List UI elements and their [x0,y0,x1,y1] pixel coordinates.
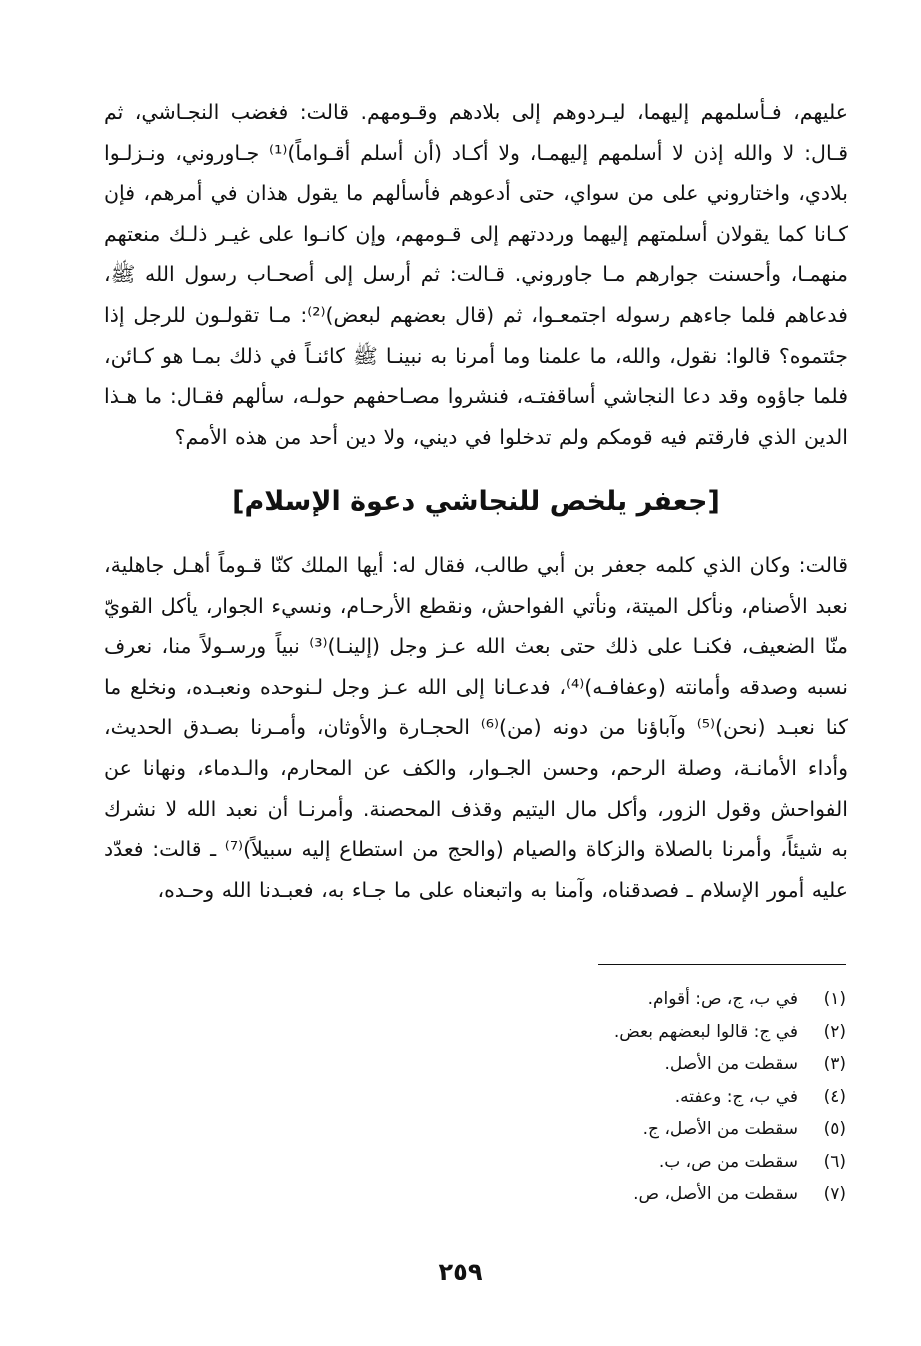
footnote-text: سقطت من ص، ب. [658,1151,798,1172]
body-paragraph-1: عليهم، فـأسلمهم إليهما، ليـردوهم إلى بلادهم وقـومهم. قالت: فغضب النجـاشي، ثم قـال: لا والله إذن لا أسلمهم إليهمـا، ولا أكـاد (أن أسلم أقـواماً)⁽¹⁾ جـاوروني، ونـزلـوا بلادي، واختاروني على من سواي، حتى أدعوهم فأسألهم ما يقول هذان في أمرهم، فإن كـانا كما يقولان أسلمتهم إليهما ورددتهم إلى قـومهم، وإن كانـوا على غيـر ذلـك منعتهم منهمـا، وأحسنت جوارهم مـا جاوروني. قـالت: ثم أرسل إلى أصحـاب رسول الله ﷺ، فدعاهم فلما جاءهم رسوله اجتمعـوا، ثم (قال بعضهم لبعض)⁽²⁾: مـا تقولـون للرجل إذا جئتموه؟ قالوا: نقول، والله، ما علمنا وما أمرنا به نبينـا ﷺ كائنـاً في ذلك بمـا هو كـائن، فلما جاؤوه وقد دعا النجاشي أساقفتـه، فنشروا مصـاحفهم حولـه، سألهم فقـال: ما هـذا الدين الذي فارقتم فيه قومكم ولم تدخلوا في ديني، ولا دين أحد من هذه الأمم؟ [104,100,849,449]
footnote-number: (٥) [823,1119,846,1139]
footnote-text: في ج: قالوا لبعضهم بعض. [613,1021,798,1042]
footnote-number: (٤) [823,1086,846,1107]
footnote-item [446,1146,846,1179]
footnote-number: (٧) [823,1184,846,1204]
body-paragraph-2: قالت: وكان الذي كلمه جعفر بن أبي طالب، فقال له: أيها الملك كنّا قـوماً أهـل جاهلية، نعبد الأصنام، ونأكل الميتة، ونأتي الفواحش، ونقطع الأرحـام، ونسيء الجوار، يأكل القويّ منّا الضعيف، فكنـا على ذلك حتى بعث الله عـز وجل (إلينـا)⁽³⁾ نبياً ورسـولاً منا، نعرف نسبه وصدقه وأمانته (وعفافـه)⁽⁴⁾، فدعـانا إلى الله عـز وجل لـنوحده ونعبـده، ونخلع ما كنا نعبـد (نحن)⁽⁵⁾ وآباؤنا من دونه (من)⁽⁶⁾ الحجـارة والأوثان، وأمـرنا بصـدق الحديث، وأداء الأمانـة، وصلة الرحم، وحسن الجـوار، والكف عن المحارم، والـدماء، ونهانا عن الفواحش وقول الزور، وأكل مال اليتيم وقذف المحصنة. وأمرنـا أن نعبد الله لا نشرك به شيئاً، وأمرنا بالصلاة والزكاة والصيام (والحج من استطاع إليه سبيلاً)⁽⁷⁾ ـ قالت: فعدّد عليه أمور الإسلام ـ فصدقناه، وآمنا به واتبعناه على ما جـاء به، فعبـدنا الله وحـده، [104,553,849,902]
footnote-text: في ب، ج، ص: أقوام. [647,989,798,1009]
footnote-number: (١) [823,989,846,1009]
footnote-divider [598,964,846,965]
footnote-number: (٢) [823,1021,846,1042]
footnote-text: سقطت من الأصل. [664,1054,798,1074]
footnote-text: سقطت من الأصل، ص. [633,1184,798,1204]
footnotes-list [446,983,846,1211]
footnote-item [446,1081,846,1114]
footnote-item [446,1178,846,1211]
footnote-text: سقطت من الأصل، ج. [642,1119,798,1139]
section-heading: [جعفر يلخص للنجاشي دعوة الإسلام] [232,486,720,517]
page-number: ٢٥٩ [438,1258,483,1286]
footnote-item [446,1048,846,1081]
footnote-text: في ب، ج: وعفته. [674,1086,798,1107]
footnote-number: (٦) [823,1151,846,1172]
footnote-item [446,1113,846,1146]
footnote-number: (٣) [823,1054,846,1074]
footnote-item [446,1016,846,1049]
footnote-item [446,983,846,1016]
